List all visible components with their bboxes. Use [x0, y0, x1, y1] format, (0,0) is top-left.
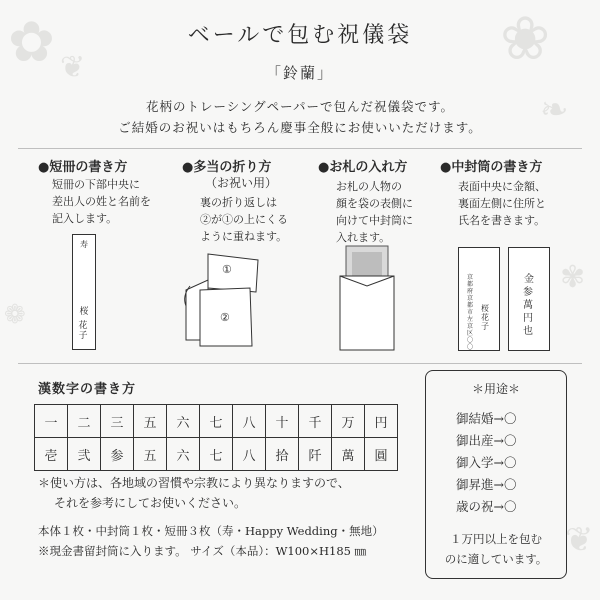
- size-spec: ※現金書留封筒に入ります。 サイズ（本品）：W100×H185 ㎜: [38, 544, 367, 558]
- leaf-decoration-icon: ❦: [60, 50, 86, 85]
- tanzaku-top-char: 寿: [80, 240, 88, 249]
- page-title: ベールで包む祝儀袋: [187, 23, 413, 48]
- kanji-cell: 五: [134, 405, 167, 438]
- contents-spec: 本体１枚・中封筒１枚・短冊３枚（寿・Happy Wedding・無地）: [38, 524, 384, 538]
- kanji-cell: 円: [365, 405, 398, 438]
- tanzaku-surname: 桜: [79, 307, 89, 317]
- usage-note-line-2: それを参考にしてお使いください。: [54, 496, 247, 510]
- folding-heading: ●多当の折り方: [182, 160, 272, 175]
- floral-decoration-icon: ✾: [560, 260, 586, 295]
- envelope-address: 京都府京都市左京区〇〇: [467, 274, 474, 351]
- kanji-cell: 七: [200, 405, 233, 438]
- kanji-cell: 八: [233, 438, 266, 471]
- folding-subheading: （お祝い用）: [205, 176, 278, 190]
- kanji-heading: 漢数字の書き方: [38, 382, 137, 397]
- tanzaku-text: 短冊の下部中央に 差出人の姓と名前を 記入します。: [52, 178, 151, 225]
- kanji-cell: 壱: [35, 438, 68, 471]
- usage-item: 御出産→〇: [456, 433, 517, 448]
- envelope-sender-name: 桜 花子: [481, 304, 489, 331]
- fold-label-2: ②: [220, 311, 230, 324]
- kanji-table: [34, 404, 398, 471]
- usage-footer-line-1: １万円以上を包む: [450, 532, 542, 546]
- money-heading: ●お札の入れ方: [318, 160, 408, 175]
- inner-envelope-heading: ●中封筒の書き方: [440, 160, 543, 175]
- usage-item: 歳の祝→〇: [456, 499, 517, 514]
- intro-line-1: 花柄のトレーシングペーパーで包んだ祝儀袋です。: [145, 99, 455, 114]
- envelope-amount-prefix: 金: [524, 274, 534, 285]
- kanji-cell: 六: [167, 438, 200, 471]
- tanzaku-heading: ●短冊の書き方: [38, 160, 128, 175]
- floral-decoration-icon: ❁: [4, 300, 26, 330]
- envelope-with-bill-figure: [338, 244, 398, 352]
- kanji-cell: 六: [167, 405, 200, 438]
- floral-decoration-icon: ✿: [8, 10, 55, 75]
- money-text: お札の人物の 顔を袋の表側に 向けて中封筒に 入れます。: [336, 180, 413, 244]
- usage-note-line-1: ＊使い方は、各地域の習慣や宗教により異なりますので、: [38, 476, 350, 490]
- divider: [18, 363, 582, 364]
- usage-box: [425, 370, 567, 579]
- kanji-cell: 一: [35, 405, 68, 438]
- kanji-cell: 弐: [68, 438, 101, 471]
- usage-item: 御入学→〇: [456, 455, 517, 470]
- kanji-cell: 阡: [299, 438, 332, 471]
- kanji-cell: 七: [200, 438, 233, 471]
- tanzaku-figure: [72, 234, 96, 350]
- floral-decoration-icon: ❀: [500, 4, 551, 74]
- kanji-cell: 五: [134, 438, 167, 471]
- kanji-row-standard: [35, 405, 398, 438]
- usage-item: 御昇進→〇: [456, 477, 517, 492]
- envelope-back-figure: [458, 247, 500, 351]
- kanji-cell: 八: [233, 405, 266, 438]
- usage-item: 御結婚→〇: [456, 411, 517, 426]
- kanji-cell: 圓: [365, 438, 398, 471]
- usage-footer-line-2: のに適しています。: [444, 552, 548, 566]
- kanji-cell: 萬: [332, 438, 365, 471]
- inner-envelope-text: 表面中央に金額、 裏面左側に住所と 氏名を書きます。: [458, 180, 546, 227]
- leaf-decoration-icon: ❧: [540, 90, 569, 130]
- folding-text: 裏の折り返しは ②が①の上にくる ように重ねます。: [200, 196, 288, 243]
- kanji-cell: 十: [266, 405, 299, 438]
- product-subtitle: 「鈴蘭」: [265, 64, 334, 82]
- kanji-cell: 拾: [266, 438, 299, 471]
- divider: [18, 148, 582, 149]
- kanji-cell: 万: [332, 405, 365, 438]
- usage-heading: ＊用途＊: [471, 382, 520, 396]
- envelope-front-figure: [508, 247, 550, 351]
- kanji-cell: 二: [68, 405, 101, 438]
- kanji-row-formal: [35, 438, 398, 471]
- kanji-cell: 三: [101, 405, 134, 438]
- tanzaku-given-name: 花子: [78, 321, 88, 341]
- kanji-cell: 参: [101, 438, 134, 471]
- kanji-cell: 千: [299, 405, 332, 438]
- fold-label-1: ①: [222, 263, 232, 276]
- leaf-decoration-icon: ❦: [565, 520, 594, 560]
- intro-line-2: ご結婚のお祝いはもちろん慶事全般にお使いいただけます。: [118, 120, 482, 135]
- envelope-amount: 参萬円也: [523, 287, 533, 337]
